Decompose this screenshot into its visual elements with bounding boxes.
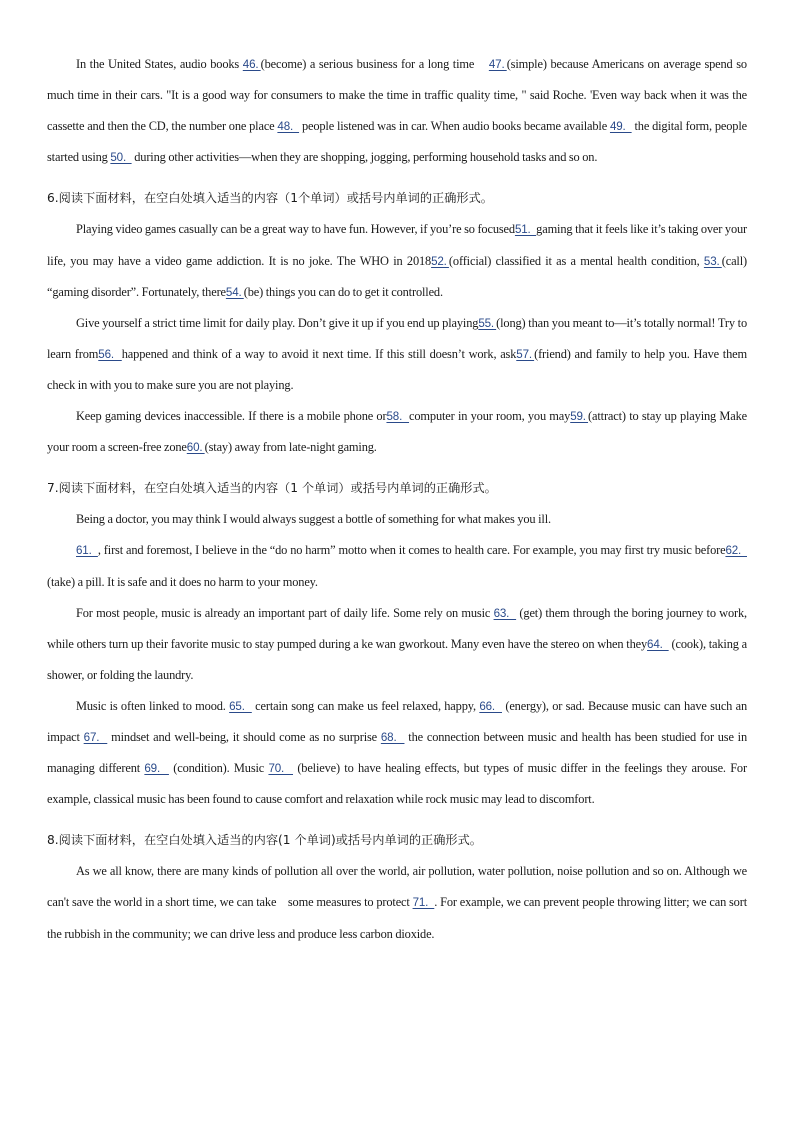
passage-text: (energy), or sad. Because music can have such an impact [47, 698, 747, 744]
answer-blank[interactable]: 59. [570, 410, 589, 424]
passage-text: For most people, music is already an important part of daily life. Some rely on music [76, 605, 494, 620]
passage-text: Being a doctor, you may think I would always suggest a bottle of something for what makes you ill. [76, 512, 551, 527]
answer-blank[interactable]: 62. [725, 544, 747, 558]
passage-text: (get) them through the boring journey to work, while others turn up their favorite music to stay pumped during a ke wan gworkout. Many even have the stereo on when they [47, 605, 747, 651]
answer-blank[interactable]: 49. [609, 120, 632, 134]
section7-paragraph-4 [47, 691, 747, 815]
passage-text: Playing video games casually can be a great way to have fun. However, if you’re so focused [76, 222, 515, 237]
passage-text: the connection between music and health has been studied for use in managing different [47, 729, 748, 776]
answer-blank[interactable]: 48. [277, 120, 300, 134]
passage-text: (cook), taking a shower, or folding the laundry. [47, 636, 748, 682]
passage-text: (attract) to stay up playing Make your room a screen-free zone [47, 409, 748, 455]
section8-heading: 8.阅读下面材料，在空白处填入适当的内容(1 个单词)或括号内单词的正确形式。 [47, 833, 482, 848]
answer-blank[interactable]: 54. [225, 285, 244, 299]
section7-paragraph-3 [47, 598, 747, 691]
passage-text: (stay) away from late-night gaming. [204, 440, 377, 455]
passage-text: Music is often linked to mood. [76, 698, 230, 713]
passage-text: mindset and well-being, it should come as no surprise [107, 729, 381, 744]
answer-blank[interactable]: 46. [242, 58, 261, 71]
passage-text: (be) things you can do to get it controlled. [243, 284, 443, 299]
section7-heading: 7.阅读下面材料，在空白处填入适当的内容（1 个单词）或括号内单词的正确形式。 [47, 481, 497, 496]
passage-text: (condition). Music [168, 761, 269, 776]
passage-text: gaming that it feels like it’s taking over your life, you may have a video game addiction. It is no joke. The WHO in 2018 [47, 222, 748, 268]
answer-blank[interactable]: 64. [647, 637, 669, 651]
passage-text: (take) a pill. It is safe and it does no harm to your money. [47, 574, 318, 589]
passage-text: (become) a serious business for a long time [260, 57, 489, 71]
passage-text: (believe) to have healing effects, but types of music differ in the feelings they arouse. For example, classical music has been found to cause comfort and relaxation while rock music may lead to discomfort. [47, 761, 747, 807]
passage-text: (call) “gaming disorder”. Fortunately, there [47, 253, 747, 299]
passage-text: (simple) because Americans on average spend so much time in their cars. "It is a good way for consumers to make the time in traffic quality time, " said Roche. 'Even way back when it was the cassette and then the CD, the number one place [47, 57, 747, 134]
passage-text: during other activities—when they are shopping, jogging, performing household tasks and so on. [131, 150, 598, 165]
answer-blank[interactable]: 67. [83, 730, 108, 744]
section8-paragraph-1 [47, 856, 747, 949]
document-page [47, 49, 747, 950]
answer-blank[interactable]: 57. [516, 347, 535, 361]
answer-blank[interactable]: 68. [380, 730, 405, 744]
answer-blank[interactable]: 71. [412, 896, 435, 910]
section6-heading: 6.阅读下面材料，在空白处填入适当的内容（1个单词）或括号内单词的正确形式。 [47, 191, 493, 206]
passage-text: (friend) and family to help you. Have them check in with you to make sure you are not playing. [47, 346, 747, 392]
section5-paragraph-1 [47, 49, 747, 173]
passage-text: , first and foremost, I believe in the “do no harm” motto when it comes to health care. For example, you may first try music before [97, 543, 726, 558]
answer-blank[interactable]: 61. [76, 544, 98, 558]
answer-blank[interactable]: 52. [431, 254, 449, 268]
section-7 [47, 473, 747, 815]
answer-blank[interactable]: 66. [479, 699, 502, 713]
section-6 [47, 183, 747, 463]
passage-text: Give yourself a strict time limit for daily play. Don’t give it up if you end up playing [76, 315, 479, 330]
answer-blank[interactable]: 63. [493, 606, 517, 620]
passage-text: people listened was in car. When audio books became available [299, 119, 610, 134]
answer-blank[interactable]: 65. [229, 699, 252, 713]
section-8 [47, 825, 747, 949]
section6-paragraph-3 [47, 401, 747, 463]
answer-blank[interactable]: 53. [703, 254, 722, 268]
answer-blank[interactable]: 56. [98, 347, 122, 361]
section7-paragraph-2 [47, 535, 747, 597]
answer-blank[interactable]: 69. [144, 762, 169, 776]
passage-text: happened and think of a way to avoid it next time. If this still doesn’t work, ask [121, 346, 517, 361]
answer-blank[interactable]: 47. [488, 58, 507, 71]
passage-text: . For example, we can prevent people throwing litter; we can sort the rubbish in the community; we can drive less and produce less carbon dioxide. [47, 895, 747, 941]
passage-text: the digital form, people started using [47, 119, 747, 165]
passage-text: certain song can make us feel relaxed, happy, [251, 698, 480, 713]
passage-text: (long) than you meant to—it’s totally normal! Try to learn from [47, 315, 747, 361]
answer-blank[interactable]: 51. [514, 223, 537, 237]
passage-text: In the United States, audio books [76, 57, 243, 71]
answer-blank[interactable]: 50. [110, 151, 132, 165]
passage-text: (official) classified it as a mental health condition, [448, 253, 704, 268]
answer-blank[interactable]: 60. [186, 441, 205, 455]
answer-blank[interactable]: 58. [386, 410, 410, 424]
answer-blank[interactable]: 55. [478, 316, 497, 330]
answer-blank[interactable]: 70. [268, 762, 293, 776]
passage-text: computer in your room, you may [409, 409, 571, 424]
section7-paragraph-1 [47, 504, 747, 535]
section6-paragraph-1 [47, 214, 747, 307]
passage-text: As we all know, there are many kinds of pollution all over the world, air pollution, water pollution, noise pollution and so on. Although we can't save the world in a short time, we can take some measures to protect [47, 864, 747, 910]
section6-paragraph-2 [47, 308, 747, 401]
passage-text: Keep gaming devices inaccessible. If there is a mobile phone or [76, 409, 387, 424]
